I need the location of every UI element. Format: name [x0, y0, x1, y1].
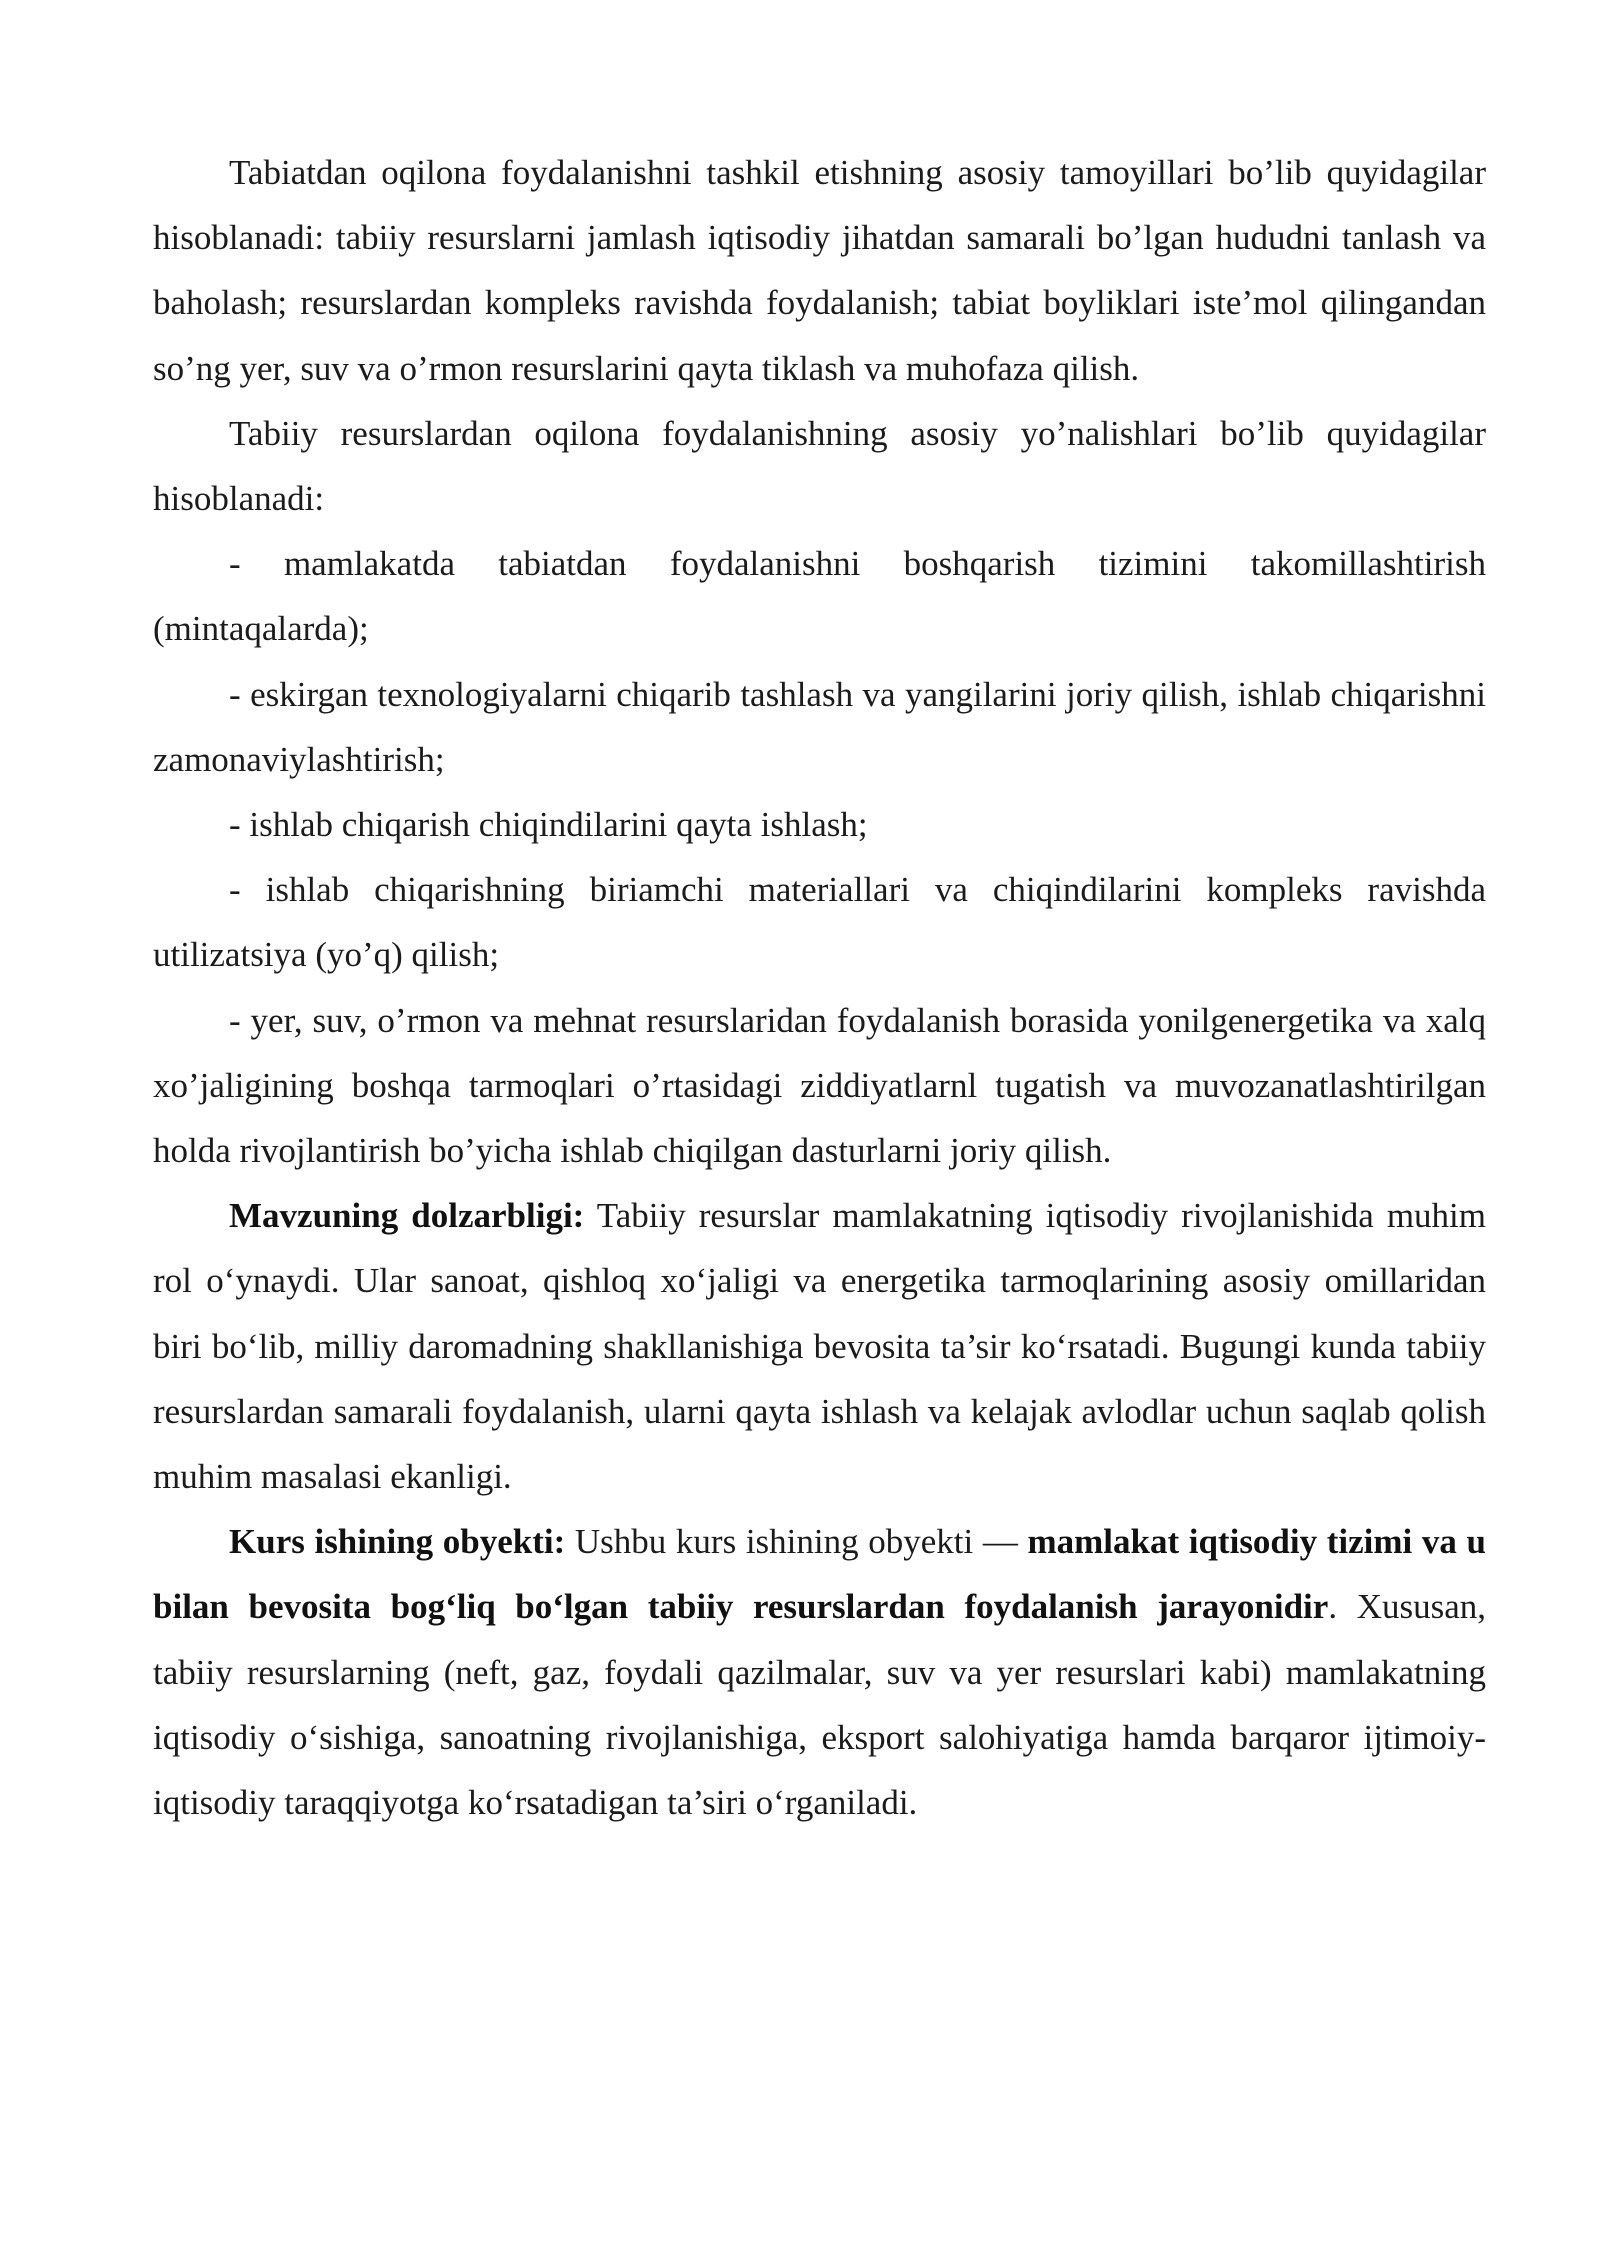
- paragraph-text: Tabiatdan oqilona foydalanishni tashkil etishning asosiy tamoyillari bo’lib quyidagilar hisoblanadi: tabiiy resurslarni jamlash iqtisodiy jihatdan samarali bo’lgan hududni tanlash va baholash; resurslardan kompleks ravishda foydalanish; tabiat boyliklari iste’mol qilingandan so’ng yer, suv va o’rmon resurslarini qayta tiklash va muhofaza qilish.: [153, 153, 1486, 388]
- list-item-text: - ishlab chiqarish chiqindilarini qayta ishlash;: [229, 805, 868, 845]
- paragraph-text: Tabiiy resurslar mamlakatning iqtisodiy rivojlanishida muhim rol o‘ynaydi. Ular sanoat, qishloq xo‘jaligi va energetika tarmoqlarining asosiy omillaridan biri bo‘lib, milliy daromadning shakllanishiga bevosita ta’sir ko‘rsatadi. Bugungi kunda tabiiy resurslardan samarali foydalanish, ularni qayta ishlash va kelajak avlodlar uchun saqlab qolish muhim masalasi ekanligi.: [153, 1196, 1486, 1497]
- list-item: [153, 531, 1486, 661]
- object-heading: Kurs ishining obyekti:: [229, 1522, 566, 1562]
- list-item: [153, 662, 1486, 792]
- paragraph-text: . Xususan, tabiiy resurslarning (neft, gaz, foydali qazilmalar, suv va yer resurslari kabi) mamlakatning iqtisodiy o‘sishiga, sanoatning rivojlanishiga, eksport salohiyatiga hamda barqaror ijtimoiy-iqtisodiy taraqqiyotga ko‘rsatadigan ta’siri o‘rganiladi.: [153, 1587, 1486, 1823]
- list-item: [153, 988, 1486, 1184]
- paragraph-text: Tabiiy resurslardan oqilona foydalanishning asosiy yo’nalishlari bo’lib quyidagilar hisoblanadi:: [153, 413, 1486, 519]
- paragraph-text: Ushbu kurs ishining obyekti —: [565, 1522, 1028, 1562]
- object-bold-phrase: mamlakat iqtisodiy tizimi va u bilan bevosita bog‘liq bo‘lgan tabiiy resurslardan foydalanish jarayonidir: [153, 1522, 1486, 1627]
- list-item: [153, 792, 1486, 857]
- list-item-text: - mamlakatda tabiatdan foydalanishni boshqarish tizimini takomillashtirish (mintaqalarda);: [153, 544, 1486, 649]
- paragraph-directions-intro: [153, 401, 1486, 531]
- paragraph-relevance: [153, 1183, 1486, 1509]
- paragraph-object: [153, 1509, 1486, 1835]
- list-item-text: - yer, suv, o’rmon va mehnat resurslaridan foydalanish borasida yonilgenergetika va xalq xo’jaligining boshqa tarmoqlari o’rtasidagi ziddiyatlarnl tugatish va muvozanatlashtirilgan holda rivojlantirish bo’yicha ishlab chiqilgan dasturlarni joriy qilish.: [153, 1000, 1486, 1171]
- list-item-text: - eskirgan texnologiyalarni chiqarib tashlash va yangilarini joriy qilish, ishlab chiqarishni zamonaviylashtirish;: [153, 674, 1486, 779]
- list-item-text: - ishlab chiqarishning biriamchi materiallari va chiqindilarini kompleks ravishda utilizatsiya (yo’q) qilish;: [153, 870, 1486, 975]
- document-page: [153, 140, 1486, 1835]
- paragraph-principles: [153, 140, 1486, 401]
- list-item: [153, 857, 1486, 987]
- relevance-heading: Mavzuning dolzarbligi:: [229, 1196, 585, 1236]
